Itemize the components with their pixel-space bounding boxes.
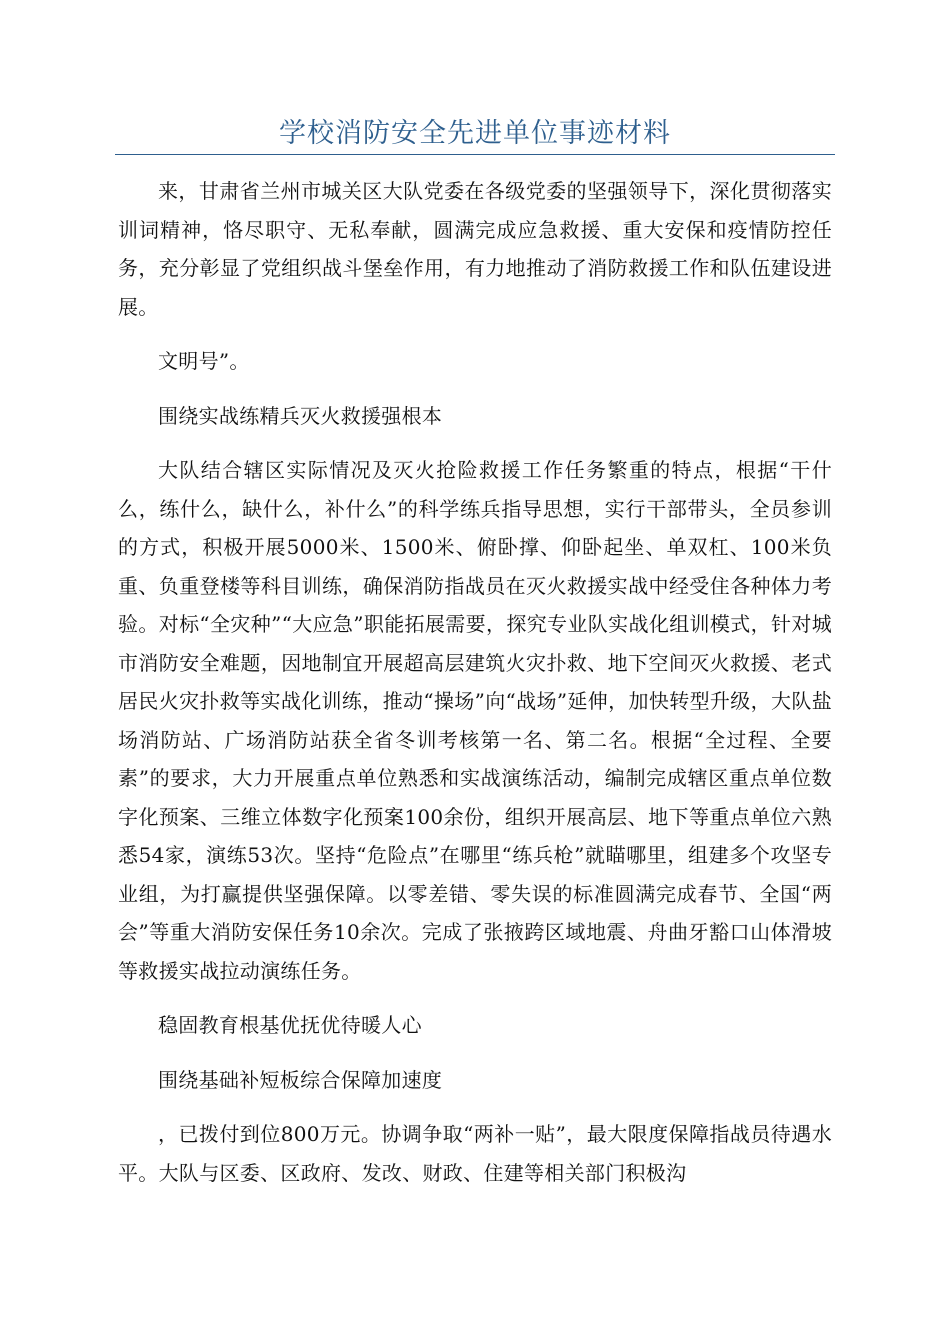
document-title: 学校消防安全先进单位事迹材料 <box>279 118 671 149</box>
paragraph-gap <box>118 435 832 451</box>
document-body <box>118 172 832 1192</box>
paragraph-gap <box>118 326 832 342</box>
section-heading-training: 围绕实战练精兵灭火救援强根本 <box>158 403 443 428</box>
section-heading-support: 围绕基础补短板综合保障加速度 <box>158 1067 443 1092</box>
title-underline <box>115 154 835 155</box>
paragraph-training: 大队结合辖区实际情况及灭火抢险救援工作任务繁重的特点，根据“干什么，练什么，缺什么，补什么”的科学练兵指导思想，实行干部带头，全员参训的方式，积极开展5000米、1500米、俯卧撑、仰卧起坐、单双杠、100米负重、负重登楼等科目训练，确保消防指战员在灭火救援实战中经受住各种体力考验。对标“全灾种”“大应急”职能拓展需要，探究专业队实战化组训模式，针对城市消防安全难题，因地制宜开展超高层建筑火灾扑救、地下空间灭火救援、老式居民火灾扑救等实战化训练，推动“操场”向“战场”延伸，加快转型升级，大队盐场消防站、广场消防站获全省冬训考核第一名、第二名。根据“全过程、全要素”的要求，大力开展重点单位熟悉和实战演练活动，编制完成辖区重点单位数字化预案、三维立体数字化预案100余份，组织开展高层、地下等重点单位六熟悉54家，演练53次。坚持“危险点”在哪里“练兵枪”就瞄哪里，组建多个攻坚专业组，为打赢提供坚强保障。以零差错、零失误的标准圆满完成春节、全国“两会”等重大消防安保任务10余次。完成了张掖跨区域地震、舟曲牙豁口山体滑坡等救援实战拉动演练任务。 <box>118 458 832 983</box>
paragraph-gap <box>118 381 832 397</box>
paragraph-gap <box>118 990 832 1006</box>
paragraph-gap <box>118 1099 832 1115</box>
paragraph-fragment: 文明号”。 <box>158 349 250 373</box>
paragraph-funding: ，已拨付到位800万元。协调争取“两补一贴”，最大限度保障指战员待遇水平。大队与区委、区政府、发改、财政、住建等相关部门积极沟 <box>118 1122 832 1185</box>
paragraph-gap <box>118 1045 832 1061</box>
section-heading-education: 稳固教育根基优抚优待暖人心 <box>158 1013 422 1037</box>
paragraph-intro: 来，甘肃省兰州市城关区大队党委在各级党委的坚强领导下，深化贯彻落实训词精神，恪尽职守、无私奉献，圆满完成应急救援、重大安保和疫情防控任务，充分彰显了党组织战斗堡垒作用，有力地推动了消防救援工作和队伍建设进展。 <box>118 179 832 319</box>
